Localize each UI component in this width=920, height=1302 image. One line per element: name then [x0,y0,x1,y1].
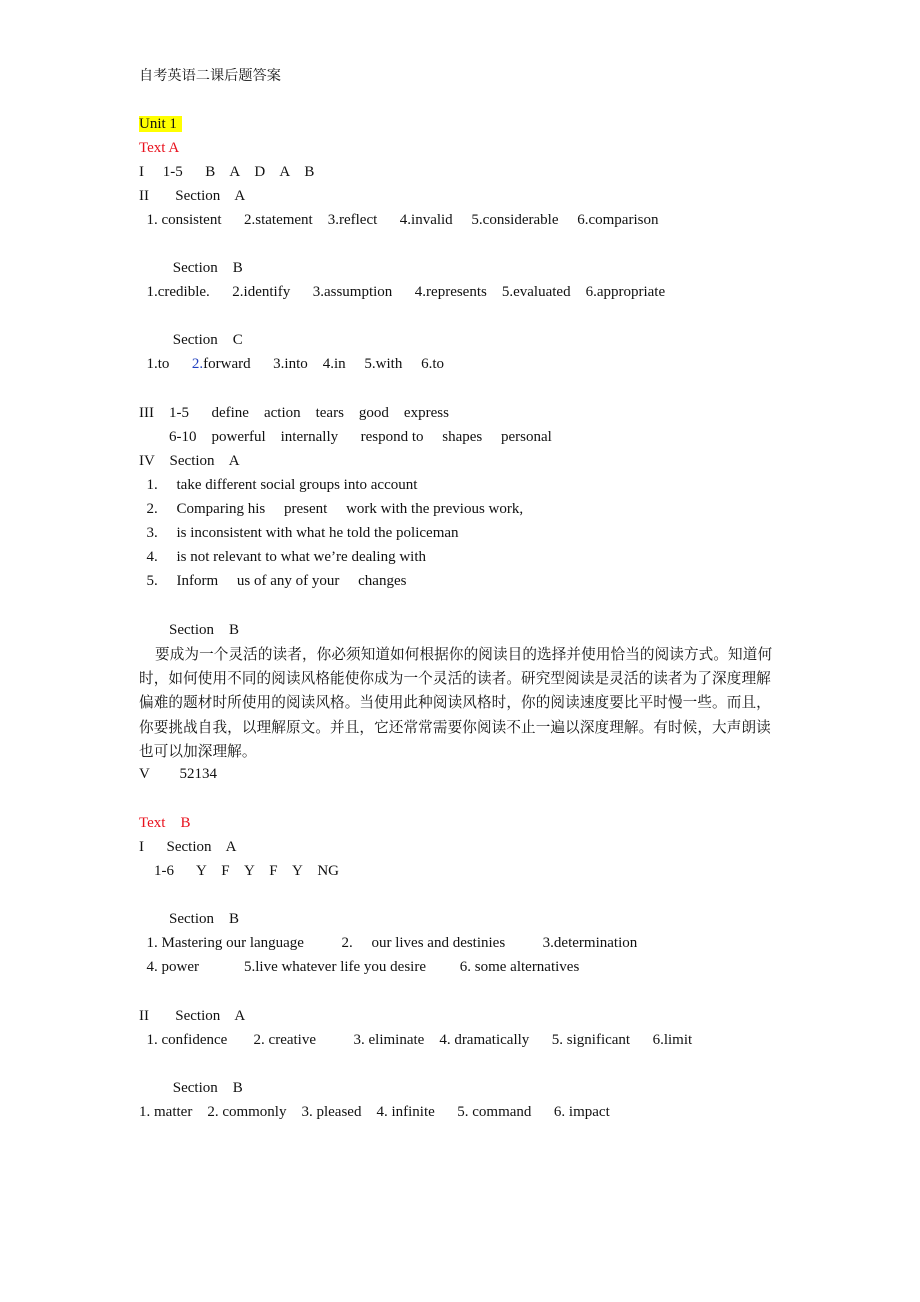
translation-paragraph: 要成为一个灵活的读者，你必须知道如何根据你的阅读目的选择并使用恰当的阅读方式。知道何时，如何使用不同的阅读风格能使你成为一个灵活的读者。研究型阅读是灵活的读者为了深度理解偏难的题材时所使用的阅读风格。当使用此种阅读风格时，你的阅读速度要比平时慢一些。而且，你要挑战自我，以理解原文。并且，它还常常需要你阅读不止一遍以深度理解。有时候，大声朗读也可以加深理解。 [139,646,773,760]
text-b-ex1-label: I Section A [139,839,237,855]
list-item: 3. is inconsistent with what he told the policeman [139,525,459,541]
text-b-ex1-b-label: Section B [139,911,239,927]
text-a-ex3-line2: 6-10 powerful internally respond to shapes personal [139,429,552,445]
list-item: 1. take different social groups into account [139,477,418,493]
ex2-c-first: 1.to [139,356,192,372]
unit-heading [139,115,182,133]
text-b-ex2-b-label: Section B [139,1080,243,1096]
ex2-c-number: 2. [191,356,204,372]
ex2-c-rest: forward 3.into 4.in 5.with 6.to [203,356,444,372]
text-b-ex1-b-line1: 1. Mastering our language 2. our lives and destinies 3.determination [139,935,638,951]
text-b-ex1-section-a: 1-6 Y F Y F Y NG [139,863,340,879]
text-a-ex2-b-label: Section B [139,260,243,276]
text-a-ex2-c-label: Section C [139,332,243,348]
text-a-ex2-section-c [139,355,444,373]
text-a-heading: Text A [139,140,180,156]
text-a-ex4-b-label: Section B [139,622,239,638]
text-b-ex2-section-b: 1. matter 2. commonly 3. pleased 4. infinite 5. command 6. impact [139,1104,610,1120]
text-b-heading: Text B [139,815,191,831]
text-a-ex3-line1: III 1-5 define action tears good express [139,405,449,421]
list-item: 4. is not relevant to what we’re dealing with [139,549,427,565]
text-b-ex2-section-a: 1. confidence 2. creative 3. eliminate 4. dramatically 5. significant 6.limit [139,1032,693,1048]
text-a-ex4-label: IV Section A [139,453,240,469]
list-item: 2. Comparing his present work with the previous work, [139,501,524,517]
unit-label: Unit 1 [139,116,182,132]
text-b-ex1-b-line2: 4. power 5.live whatever life you desire 6. some alternatives [139,959,580,975]
text-a-ex5-answers: V 52134 [139,766,218,782]
text-a-ex2-section-b: 1.credible. 2.identify 3.assumption 4.represents 5.evaluated 6.appropriate [139,284,666,300]
text-b-ex2-label: II Section A [139,1008,246,1024]
list-item: 5. Inform us of any of your changes [139,573,407,589]
text-a-ex2-label: II Section A [139,188,246,204]
text-a-ex1-answers: I 1-5 B A D A B [139,164,315,180]
page-title: 自考英语二课后题答案 [139,68,281,84]
text-a-ex2-section-a: 1. consistent 2.statement 3.reflect 4.invalid 5.considerable 6.comparison [139,212,659,228]
